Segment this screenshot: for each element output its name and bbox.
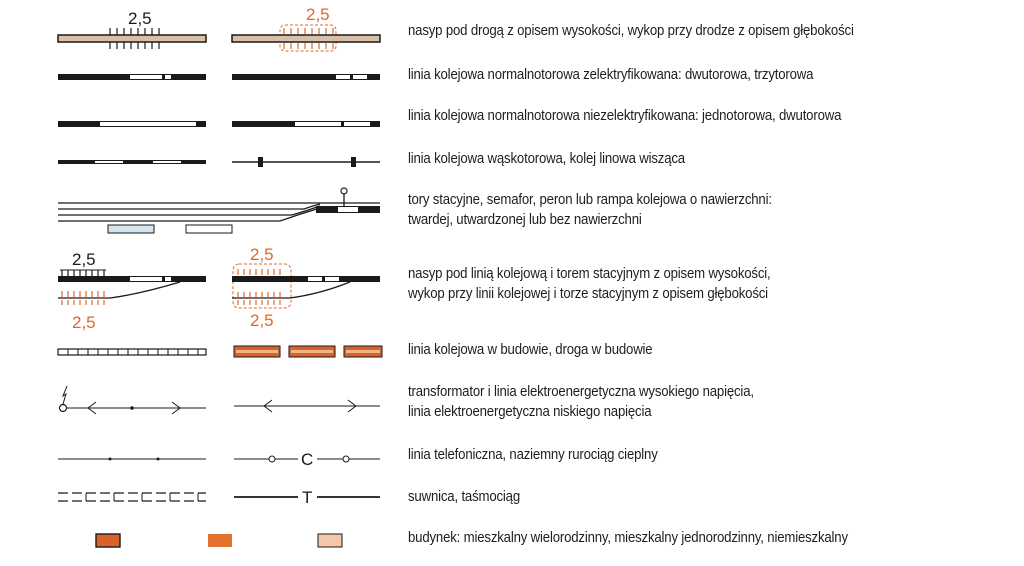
desc-line: linia kolejowa normalnotorowa zelektryfikowana: dwutorowa, trzytorowa [408,66,814,83]
building-non-residential [318,534,342,547]
rail-cutting-height-top-label: 2,5 [250,245,274,264]
pipeline-letter: C [301,450,314,469]
power-lines-symbol [60,386,381,414]
under-construction-symbol [58,346,382,357]
desc-line: linia kolejowa w budowie, droga w budowie [408,341,653,358]
cutting-depth-label: 2,5 [306,5,330,24]
transformer-icon [60,405,67,412]
desc-road-embankment [408,21,854,41]
desc-buildings [408,528,848,548]
desc-crane-conveyor [408,487,520,507]
rail-cutting-depth-label: 2,5 [72,313,96,332]
desc-line: twardej, utwardzonej lub bez nawierzchni [408,211,642,228]
desc-line: suwnica, taśmociąg [408,488,521,505]
desc-line: nasyp pod linią kolejową i torem stacyjnym z opisem wysokości, [408,265,771,282]
desc-telephone-pipeline [408,445,658,465]
semaphore-icon [341,188,347,194]
desc-line: nasyp pod drogą z opisem wysokości, wykop przy drodze z opisem głębokości [408,22,854,39]
desc-line: tory stacyjne, semafor, peron lub rampa kolejowa o nawierzchni: [408,191,772,208]
conveyor-letter: T [302,488,313,507]
rail-embankment-height-label: 2,5 [72,250,96,269]
desc-under-construction [408,340,652,360]
road-embankment-symbol [58,5,380,51]
embankment-height-label: 2,5 [128,9,152,28]
building-multi-family [96,534,120,547]
buildings-symbol [96,534,342,547]
narrow-gauge-symbol [58,157,380,167]
desc-line: transformator i linia elektroenergetyczna wysokiego napięcia, [408,383,754,400]
desc-rail-embankment [408,264,771,304]
desc-line: wykop przy linii kolejowej i torze stacyjnym z opisem głębokości [408,285,768,302]
rail-cutting-depth-bottom-label: 2,5 [250,311,274,330]
telephone-pipeline-symbol [58,450,380,469]
electrified-railway-symbol [58,74,380,80]
desc-line: linia kolejowa normalnotorowa niezelektryfikowana: jednotorowa, dwutorowa [408,107,842,124]
crane-conveyor-symbol [58,488,380,507]
building-single-family [208,534,232,547]
station-tracks-symbol [58,188,380,233]
rail-embankment-symbol [58,245,380,332]
desc-line: linia elektroenergetyczna niskiego napięcia [408,403,652,420]
desc-non-electrified-railway [408,106,841,126]
lightning-icon [63,386,67,404]
desc-line: linia kolejowa wąskotorowa, kolej linowa wisząca [408,150,685,167]
desc-station-tracks [408,190,772,230]
desc-narrow-gauge [408,149,685,169]
desc-power-lines [408,382,754,422]
non-electrified-railway-symbol [58,121,380,127]
desc-line: linia telefoniczna, naziemny rurociąg cieplny [408,446,658,463]
desc-electrified-railway [408,65,813,85]
desc-line: budynek: mieszkalny wielorodzinny, mieszkalny jednorodzinny, niemieszkalny [408,529,848,546]
